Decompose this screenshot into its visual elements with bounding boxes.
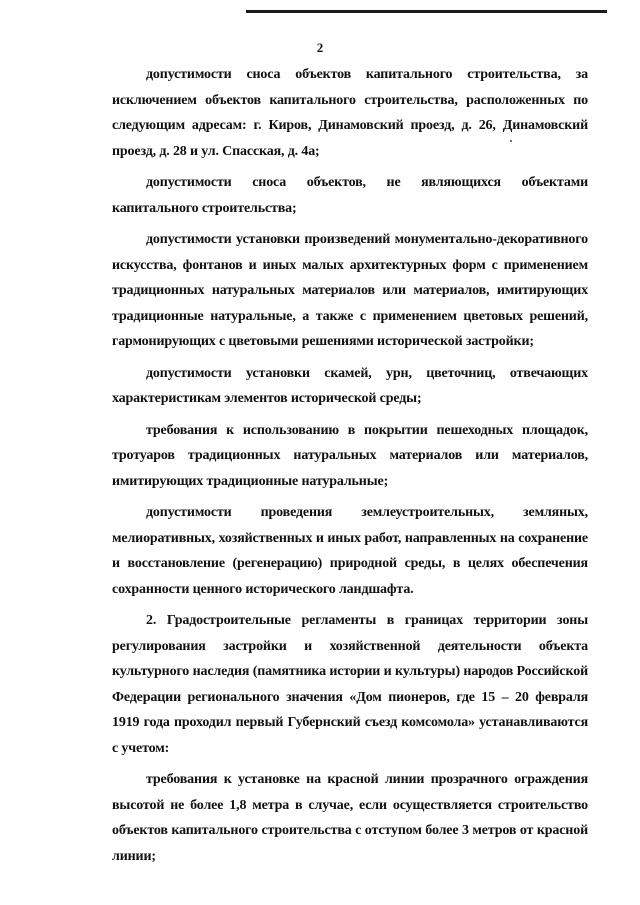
paragraph-demolition-noncapital	[112, 170, 588, 221]
page-number: 2	[316, 40, 324, 55]
paragraph-text: допустимости установки скамей, урн, цветочниц, отвечающих характеристикам элементов исторической среды;	[112, 365, 588, 406]
paragraph-text: допустимости сноса объектов, не являющихся объектами капитального строительства;	[112, 175, 588, 216]
paragraph-pavement	[112, 418, 588, 495]
paragraph-text: допустимости установки произведений монументально-декоративного искусства, фонтанов и иных малых архитектурных форм с применением традиционных натуральных материалов или материалов, имитирующих традиционные натуральные, а также с применением цветовых решений, гармонирующих с цветовыми решениями исторической застройки;	[112, 232, 588, 349]
paragraph-section-2	[112, 608, 588, 761]
paragraph-text: требования к установке на красной линии прозрачного ограждения высотой не более 1,8 метра в случае, если осуществляется строительство объектов капитального строительства с отступом более 3 метров от красной линии;	[112, 772, 588, 864]
paragraph-landscape-works	[112, 500, 588, 602]
paragraph-text: допустимости сноса объектов капитального строительства, за исключением объектов капитального строительства, расположенных по следующим адресам: г. Киров, Динамовский проезд, д. 26, Динамовский проезд, д. 28 и ул. Спасская, д. 4а;	[112, 67, 588, 159]
paragraph-monumental-art	[112, 227, 588, 355]
paragraph-benches-urns	[112, 361, 588, 412]
paragraph-fence-requirements	[112, 767, 588, 869]
paragraph-text: 2. Градостроительные регламенты в границах территории зоны регулирования застройки и хозяйственной деятельности объекта культурного наследия (памятника истории и культуры) народов Российской Федерации регионального значения «Дом пионеров, где 15 – 20 февраля 1919 года проходил первый Губернский съезд комсомола» устанавливаются с учетом:	[112, 613, 588, 756]
paragraph-text: допустимости проведения землеустроительных, земляных, мелиоративных, хозяйственных и иных работ, направленных на сохранение и восстановление (регенерацию) природной среды, в целях обеспечения сохранности ценного исторического ландшафта.	[112, 505, 588, 597]
paragraph-demolition-capital	[112, 62, 588, 164]
paragraph-text: требования к использованию в покрытии пешеходных площадок, тротуаров традиционных натуральных материалов или материалов, имитирующих традиционные натуральные;	[112, 422, 588, 489]
header-rule	[246, 10, 607, 13]
document-body	[112, 62, 588, 869]
